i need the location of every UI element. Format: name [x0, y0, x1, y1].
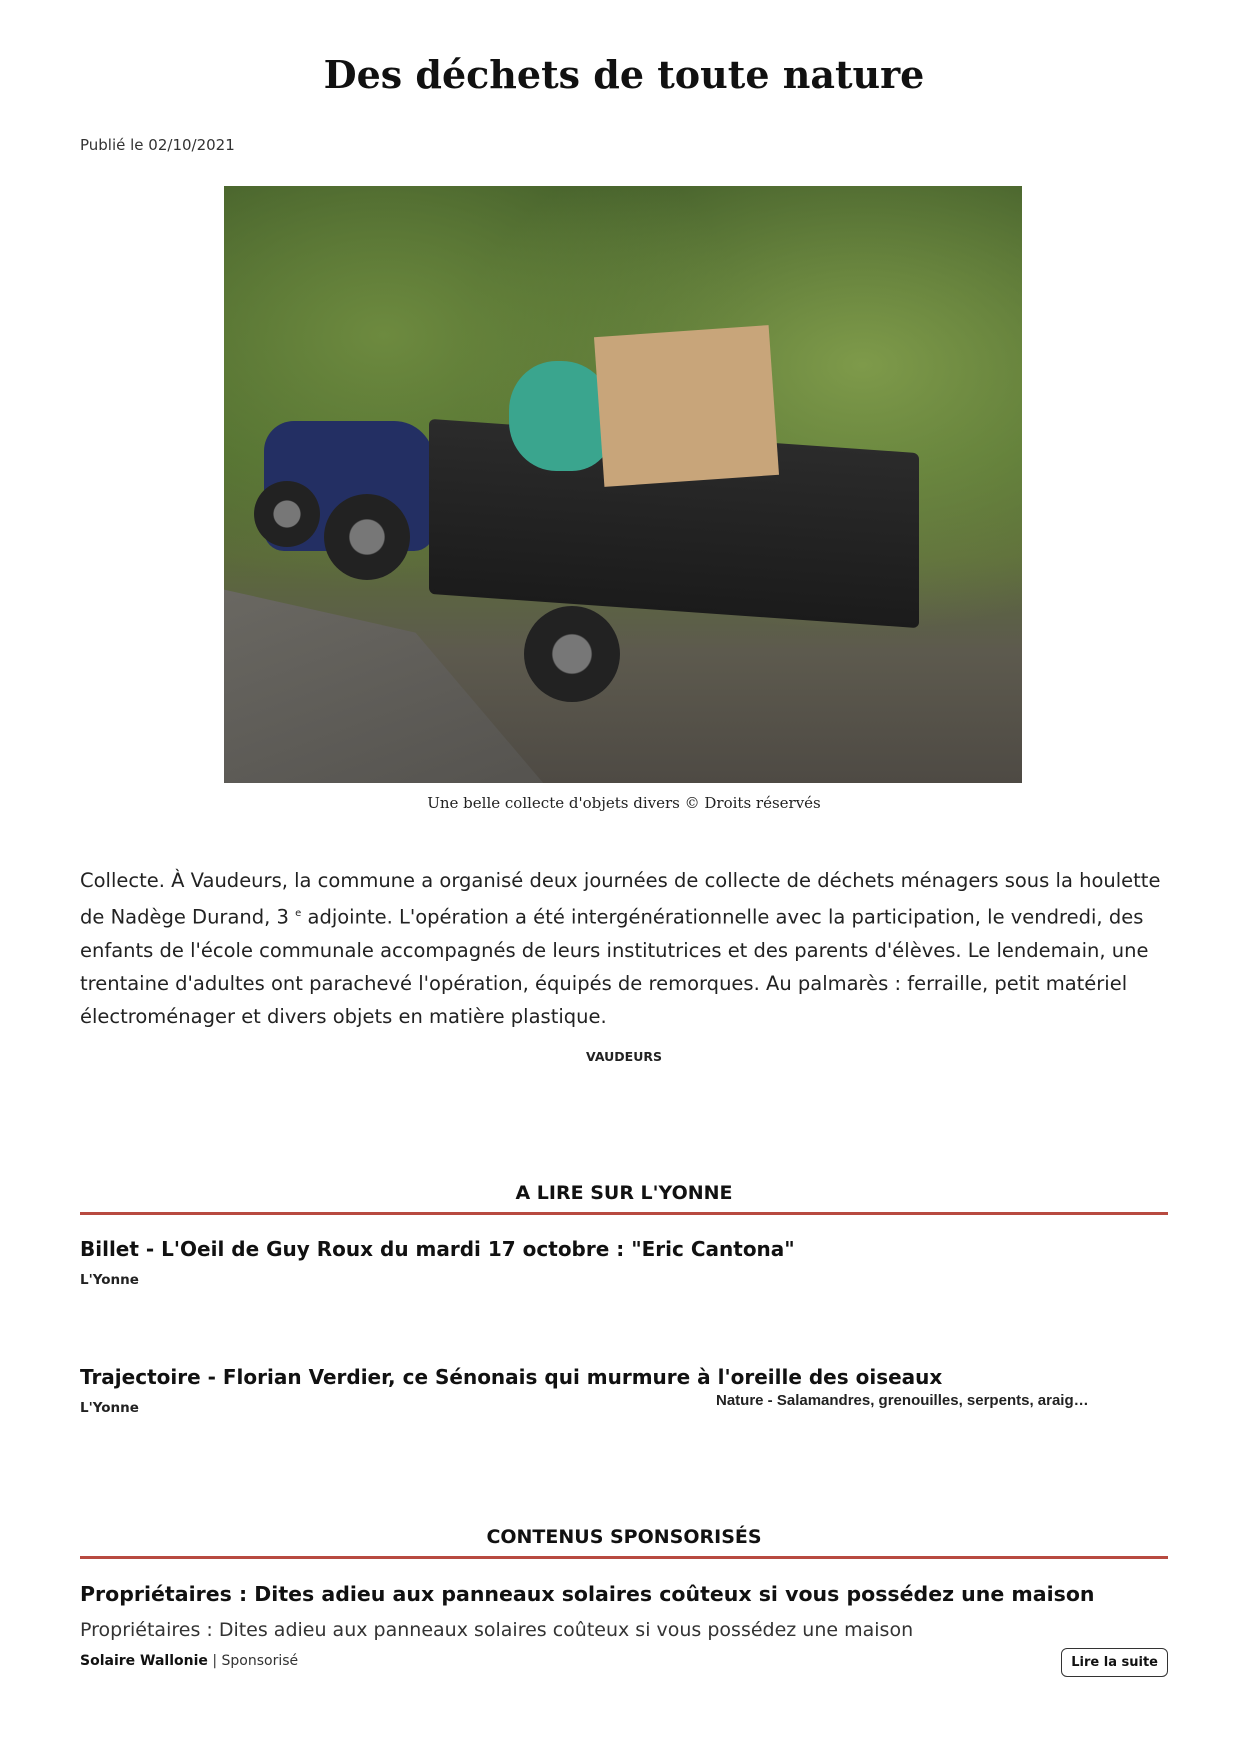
- photo-wheel: [524, 606, 620, 702]
- related-article-title[interactable]: Trajectoire - Florian Verdier, ce Sénonais qui murmure à l'oreille des oiseaux: [80, 1365, 943, 1389]
- photo-cardboard-box: [594, 325, 779, 487]
- location-tag[interactable]: VAUDEURS: [586, 1049, 662, 1064]
- publication-date: Publié le 02/10/2021: [80, 136, 235, 154]
- related-article-source: L'Yonne: [80, 1272, 139, 1288]
- article-body-part: adjointe. L'opération a été intergénérationnelle avec la participation, le vendredi, des enfants de l'école communale accompagnés de leurs institutrices et des parents d'élèves. Le lendemain, une trentaine d'adultes ont parachevé l'opération, équipés de remorques. Au palmarès : ferraille, petit matériel électroménager et divers objets en matière plastique.: [80, 905, 1149, 1028]
- article-title: Des déchets de toute nature: [323, 52, 925, 97]
- sponsored-meta: [80, 1653, 298, 1669]
- read-more-heading: A LIRE SUR L'YONNE: [80, 1182, 1168, 1215]
- article-body: [80, 864, 1168, 1033]
- sponsored-title[interactable]: Propriétaires : Dites adieu aux panneaux solaires coûteux si vous possédez une maison: [80, 1582, 1095, 1606]
- article-body-superscript: e: [295, 908, 302, 919]
- sponsored-description[interactable]: Propriétaires : Dites adieu aux panneaux solaires coûteux si vous possédez une maison: [80, 1619, 914, 1641]
- related-article-source: L'Yonne: [80, 1400, 139, 1416]
- related-article-title[interactable]: Billet - L'Oeil de Guy Roux du mardi 17 octobre : "Eric Cantona": [80, 1237, 795, 1261]
- sponsored-separator: |: [207, 1653, 222, 1669]
- photo-road: [224, 568, 543, 783]
- read-more-button[interactable]: Lire la suite: [1061, 1648, 1168, 1677]
- photo-caption: Une belle collecte d'objets divers © Droits réservés: [427, 794, 821, 812]
- sponsored-advertiser: Solaire Wallonie: [80, 1653, 208, 1669]
- photo-wheel: [254, 481, 320, 547]
- article-photo: [224, 186, 1022, 783]
- article-body-part: Collecte. À Vaudeurs, la commune a organisé deux journées de collecte de déchets ménagers sous la houlette de Nadège Durand, 3: [80, 869, 1161, 929]
- photo-wheel: [324, 494, 410, 580]
- sponsored-heading: CONTENUS SPONSORISÉS: [80, 1526, 1168, 1559]
- sponsored-label: Sponsorisé: [221, 1653, 299, 1669]
- related-side-link[interactable]: Nature - Salamandres, grenouilles, serpents, araig…: [716, 1392, 1089, 1409]
